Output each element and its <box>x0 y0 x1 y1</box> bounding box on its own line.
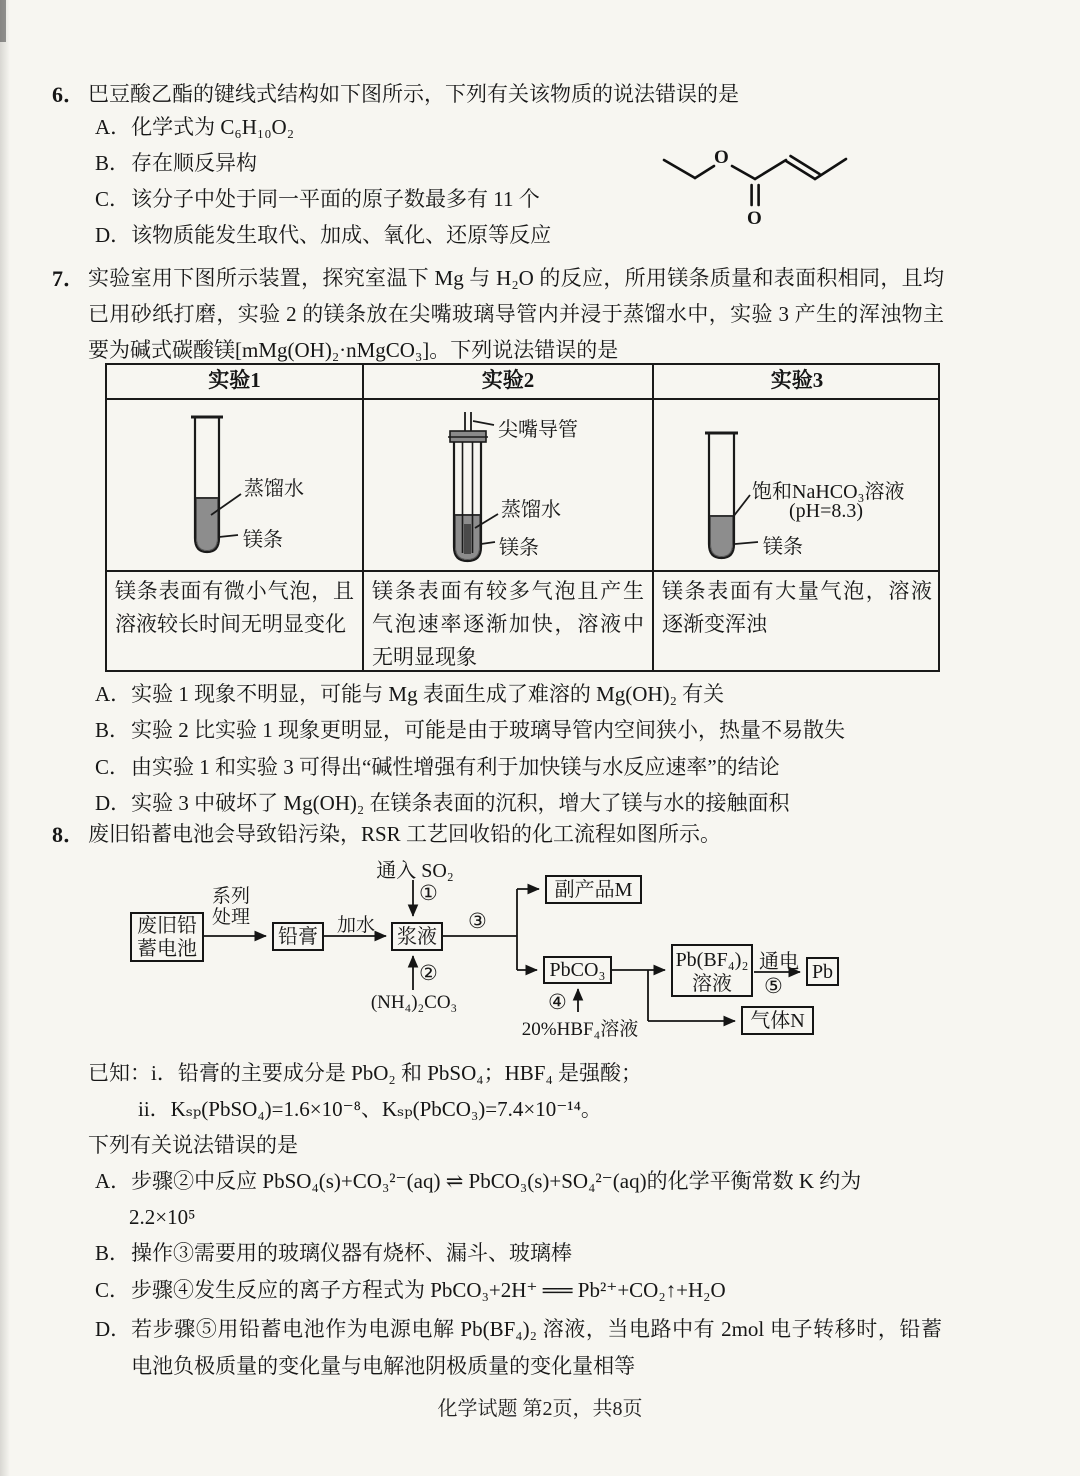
step-circle-2: ② <box>419 961 438 985</box>
q7-option-b <box>95 715 975 746</box>
q6-option-a <box>95 112 655 143</box>
byproduct-box: 副产品M <box>545 875 642 904</box>
battery-line1: 废旧铅 <box>137 915 197 937</box>
step-circle-3: ③ <box>468 909 487 933</box>
water-label: 蒸馏水 <box>244 478 304 500</box>
option-text: 实验 2 比实验 1 现象更明显，可能是由于玻璃导管内空间狭小，热量不易散失 <box>131 718 845 742</box>
ester-oxygen-label: O <box>714 147 729 168</box>
table-header-exp2: 实验2 <box>362 365 652 398</box>
q7-option-c <box>95 752 975 783</box>
option-label: B． <box>95 151 131 175</box>
so2-feed-label: 通入 SO₂ <box>376 860 454 882</box>
option-text: 步骤④发生反应的离子方程式为 PbCO₃+2H⁺ ══ Pb²⁺+CO₂↑+H₂O <box>131 1278 726 1302</box>
option-text: 由实验 1 和实验 3 可得出“碱性增强有利于加快镁与水反应速率”的结论 <box>131 755 780 779</box>
page-footer: 化学试题 第2页，共8页 <box>437 1398 643 1420</box>
q8-option-c <box>95 1275 975 1306</box>
series-line1: 系列 <box>211 886 250 907</box>
scan-corner-mark <box>0 0 6 42</box>
tube-label: 尖嘴导管 <box>498 419 578 441</box>
solution-label: 饱和NaHCO₃溶液 <box>752 481 905 503</box>
q8-known-line1: 已知：i．铅膏的主要成分是 PbO₂ 和 PbSO₄；HBF₄ 是强酸； <box>88 1061 643 1085</box>
table-header-exp3: 实验3 <box>652 365 940 398</box>
option-label: D． <box>95 223 132 247</box>
pbbf4-line2: 溶液 <box>692 973 732 995</box>
observation-exp2: 镁条表面有较多气泡且产生气泡速率逐渐加快，溶液中无明显现象 <box>362 570 652 672</box>
q6-option-c <box>95 184 715 215</box>
q8-known-line2: ii．Kₛₚ(PbSO₄)=1.6×10⁻⁸、Kₛₚ(PbCO₃)=7.4×10⁻¹⁴。 <box>138 1097 602 1121</box>
scan-edge-shading <box>0 0 10 1476</box>
option-text: 若步骤⑤用铅蓄电池作为电源电解 Pb(BF₄)₂ 溶液，当电路中有 2mol 电子转移时，铅蓄电池负极质量的变化量与电解池阴极质量的变化量相等 <box>131 1317 942 1378</box>
option-label: B． <box>95 1241 131 1265</box>
q6-option-d <box>95 220 715 251</box>
option-label: A． <box>95 682 132 706</box>
option-text: 存在顺反异构 <box>131 151 257 175</box>
pb-box: Pb <box>806 957 839 986</box>
option-text: 化学式为 C₆H₁₀O₂ <box>131 115 295 139</box>
option-label: C． <box>95 755 131 779</box>
option-text: 该分子中处于同一平面的原子数最多有 11 个 <box>131 187 540 211</box>
mg-label: 镁条 <box>763 536 803 558</box>
paste-box: 铅膏 <box>272 922 324 951</box>
ph-label: (pH=8.3) <box>789 500 864 522</box>
gas-box: 气体N <box>741 1006 814 1035</box>
q6-stem: 巴豆酸乙酯的键线式结构如下图所示，下列有关该物质的说法错误的是 <box>88 82 739 106</box>
electrify-label: 通电 <box>759 951 799 973</box>
experiments-table <box>105 363 940 672</box>
step-circle-5: ⑤ <box>764 974 783 998</box>
add-water-label: 加水 <box>336 915 375 936</box>
option-label: B． <box>95 718 131 742</box>
q8-option-a-line2: 2.2×10⁵ <box>129 1205 196 1229</box>
battery-line2: 蓄电池 <box>137 938 197 960</box>
hbf4-label: 20%HBF₄溶液 <box>521 1019 639 1040</box>
mg-label: 镁条 <box>499 537 539 559</box>
observation-exp1: 镁条表面有微小气泡，且溶液较长时间无明显变化 <box>107 570 362 672</box>
pbbf4-box <box>671 944 753 997</box>
molecule-structure <box>652 146 877 238</box>
option-label: C． <box>95 187 131 211</box>
mg-label: 镁条 <box>243 529 283 551</box>
q8-number: 8． <box>52 822 86 847</box>
q8-option-b <box>95 1238 975 1269</box>
q7-option-d <box>95 788 975 819</box>
option-label: D． <box>95 1317 132 1341</box>
option-label: D． <box>95 791 132 815</box>
option-text: 实验 1 现象不明显，可能与 Mg 表面生成了难溶的 Mg(OH)₂ 有关 <box>131 682 725 706</box>
q8-option-d <box>95 1311 942 1385</box>
option-label: A． <box>95 1169 132 1193</box>
process-flowchart <box>0 848 1080 1048</box>
battery-box <box>130 912 204 962</box>
q8-option-a <box>95 1166 980 1197</box>
q6-number: 6． <box>52 82 86 107</box>
nh4co3-label: (NH₄)₂CO₃ <box>370 992 458 1013</box>
carbonyl-oxygen-label: O <box>747 208 762 229</box>
series-treatment-label <box>204 886 258 928</box>
option-text: 实验 3 中破坏了 Mg(OH)₂ 在镁条表面的沉积，增大了镁与水的接触面积 <box>131 791 790 815</box>
bond-diagram <box>652 146 877 238</box>
pbco3-box: PbCO₃ <box>543 956 612 984</box>
test-tube-svg <box>107 400 360 570</box>
option-text: 该物质能发生取代、加成、氧化、还原等反应 <box>131 223 552 247</box>
experiment3-diagram <box>652 398 940 570</box>
experiment2-diagram <box>362 398 652 570</box>
option-label: C． <box>95 1278 131 1302</box>
step-circle-1: ① <box>419 881 438 905</box>
step-circle-4: ④ <box>548 990 567 1014</box>
q7-option-a <box>95 679 955 710</box>
q7-stem: 实验室用下图所示装置，探究室温下 Mg 与 H₂O 的反应，所用镁条质量和表面积相同，且均已用砂纸打磨，实验 2 的镁条放在尖嘴玻璃导管内并浸于蒸馏水中，实验 3 产生的浑浊物主要为碱式碳酸镁[mMg(OH)₂·nMgCO₃]。下列说法错误的是 <box>88 266 944 362</box>
q6-option-b <box>95 148 655 179</box>
water-label: 蒸馏水 <box>501 499 561 521</box>
observation-exp3: 镁条表面有大量气泡，溶液逐渐变浑浊 <box>652 570 940 672</box>
slurry-box: 浆液 <box>391 922 443 951</box>
pbbf4-line1: Pb(BF₄)₂ <box>675 949 749 971</box>
q8-stem: 废旧铅蓄电池会导致铅污染，RSR 工艺回收铅的化工流程如图所示。 <box>88 822 721 846</box>
option-text: 步骤②中反应 PbSO₄(s)+CO₃²⁻(aq) ⇌ PbCO₃(s)+SO₄²⁻(aq)的化学平衡常数 K 约为 <box>131 1169 862 1193</box>
experiment1-diagram <box>107 398 362 570</box>
option-text: 操作③需要用的玻璃仪器有烧杯、漏斗、玻璃棒 <box>131 1241 572 1265</box>
series-line2: 处理 <box>211 907 250 928</box>
q8-question-line: 下列有关说法错误的是 <box>88 1133 298 1157</box>
table-header-exp1: 实验1 <box>208 368 261 392</box>
q7-number: 7． <box>52 266 86 291</box>
option-label: A． <box>95 115 132 139</box>
